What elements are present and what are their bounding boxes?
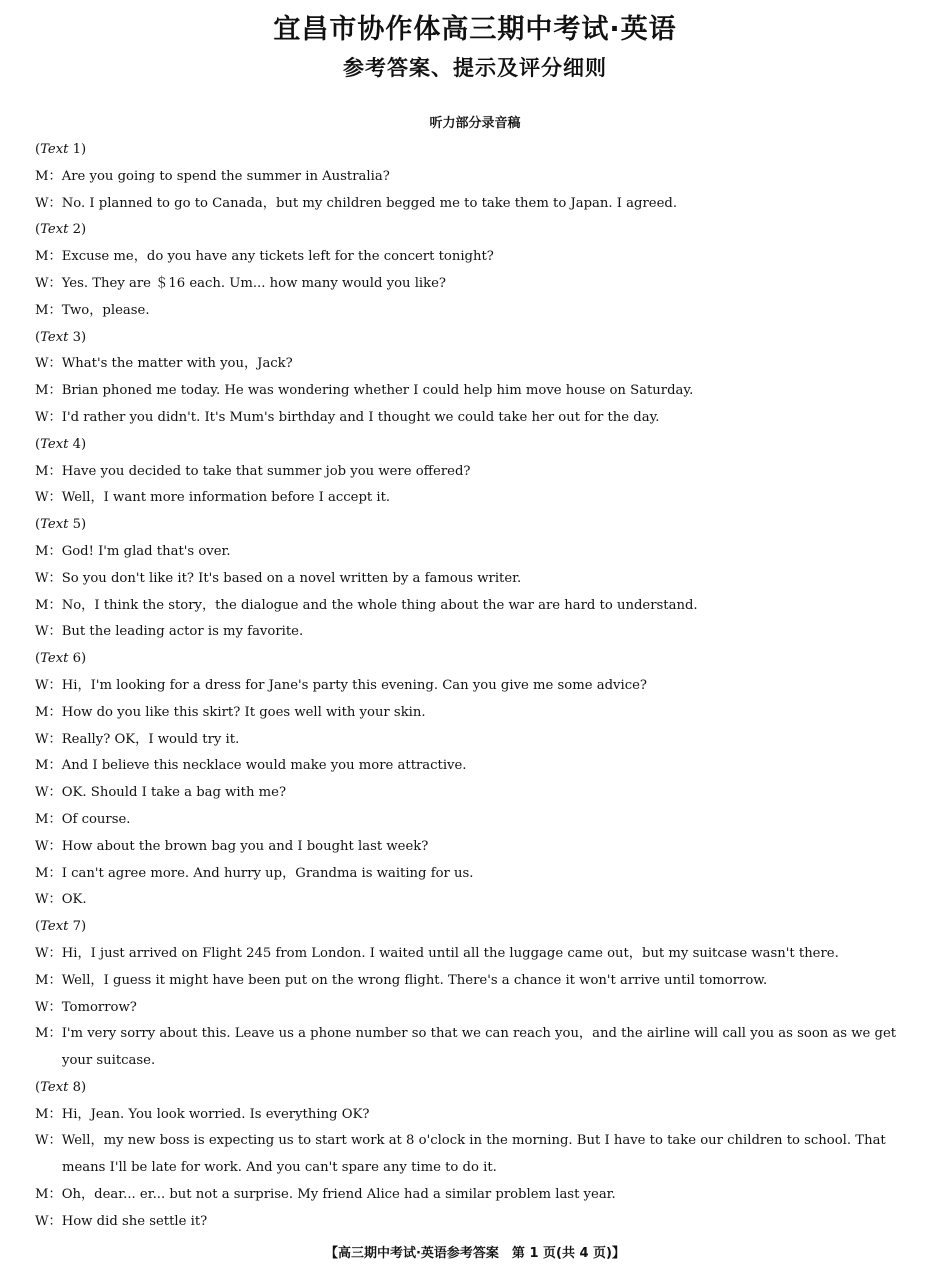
text-marker-open: ( (35, 1079, 41, 1095)
text-marker-number: 3) (68, 329, 87, 345)
page-title: 宜昌市协作体高三期中考试·英语 (273, 14, 677, 45)
text-marker (35, 137, 920, 164)
dialogue-line: M：I can't agree more. And hurry up，Grandma is waiting for us. (35, 865, 474, 881)
text-marker (35, 325, 920, 352)
text-marker-label: Text (40, 517, 69, 533)
dialogue-line: W：Really? OK，I would try it. (35, 731, 240, 747)
text-marker-number: 8) (68, 1079, 87, 1095)
dialogue-line: W：Well，I want more information before I accept it. (35, 490, 391, 506)
dialogue-line: M：Of course. (35, 811, 131, 827)
text-marker-open: ( (35, 517, 41, 533)
section-title: 听力部分录音稿 (429, 116, 521, 131)
dialogue-line: W：How did she settle it? (35, 1213, 208, 1229)
text-marker-number: 4) (68, 436, 87, 452)
dialogue-line: M：God! I'm glad that's over. (35, 543, 231, 559)
text-marker-open: ( (35, 222, 41, 238)
dialogue-line: M：Well，I guess it might have been put on the wrong flight. There's a chance it won't arrive until tomorrow. (35, 972, 768, 988)
dialogue-line: W：OK. Should I take a bag with me? (35, 785, 287, 801)
text-marker-label: Text (40, 142, 69, 157)
text-marker-number: 7) (68, 919, 87, 935)
dialogue-line: M：Hi，Jean. You look worried. Is everything OK? (35, 1106, 370, 1122)
dialogue-line: M：Two，please. (35, 302, 150, 318)
text-marker (35, 914, 920, 941)
text-marker-open: ( (35, 142, 41, 157)
dialogue-line: W：But the leading actor is my favorite. (35, 624, 304, 640)
dialogue-line: W：Hi，I just arrived on Flight 245 from London. I waited until all the luggage came out，but my suitcase wasn't there. (35, 945, 839, 961)
dialogue-line: M：I'm very sorry about this. Leave us a phone number so that we can reach you，and the airline will call you as soon as we get your suitcase. (35, 1026, 897, 1069)
text-marker-number: 6) (68, 651, 87, 667)
text-marker-open: ( (35, 329, 41, 345)
dialogue-line: M：And I believe this necklace would make you more attractive. (35, 758, 467, 774)
text-marker-open: ( (35, 651, 41, 667)
text-marker-label: Text (40, 919, 69, 935)
text-marker-number: 5) (68, 517, 87, 533)
text-marker-number: 1) (68, 142, 87, 157)
dialogue-line: W：OK. (35, 892, 87, 908)
text-marker-label: Text (40, 651, 69, 667)
text-marker-label: Text (40, 329, 69, 345)
dialogue-line: W：Tomorrow? (35, 999, 137, 1015)
dialogue-line: M：Have you decided to take that summer job you were offered? (35, 463, 471, 479)
dialogue-line: W：No. I planned to go to Canada，but my children begged me to take them to Japan. I agreed. (35, 195, 678, 211)
text-marker-label: Text (40, 222, 69, 238)
text-marker-label: Text (40, 436, 69, 452)
text-marker (35, 646, 920, 673)
text-marker (35, 432, 920, 459)
text-marker-open: ( (35, 919, 41, 935)
dialogue-line: W：What's the matter with you，Jack? (35, 356, 293, 372)
dialogue-line: M：Are you going to spend the summer in Australia? (35, 168, 390, 184)
dialogue-line: M：How do you like this skirt? It goes well with your skin. (35, 704, 426, 720)
page-subtitle: 参考答案、提示及评分细则 (343, 56, 607, 80)
dialogue-line: M：Oh，dear... er... but not a surprise. My friend Alice had a similar problem last year. (35, 1187, 616, 1203)
text-marker-number: 2) (68, 222, 87, 238)
text-marker (35, 217, 920, 244)
text-marker-open: ( (35, 436, 41, 452)
page-footer: 【高三期中考试·英语参考答案 第 1 页(共 4 页)】 (324, 1246, 626, 1261)
transcript (35, 137, 920, 1236)
dialogue-line: W：Yes. They are ＄16 each. Um... how many would you like? (35, 275, 446, 291)
dialogue-line: M：Excuse me，do you have any tickets left for the concert tonight? (35, 249, 494, 265)
dialogue-line: W：I'd rather you didn't. It's Mum's birthday and I thought we could take her out for the day. (35, 409, 660, 425)
text-marker-label: Text (40, 1079, 69, 1095)
dialogue-line: M：Brian phoned me today. He was wondering whether I could help him move house on Saturday. (35, 383, 694, 399)
dialogue-line: W：So you don't like it? It's based on a novel written by a famous writer. (35, 570, 522, 586)
dialogue-line: W：How about the brown bag you and I bought last week? (35, 838, 429, 854)
dialogue-line: M：No，I think the story，the dialogue and the whole thing about the war are hard to understand. (35, 597, 698, 613)
dialogue-line: W：Well，my new boss is expecting us to start work at 8 o'clock in the morning. But I have to take our children to school. That means I'll be late for work. And you can't spare any time to do it. (35, 1133, 886, 1176)
dialogue-line: W：Hi，I'm looking for a dress for Jane's party this evening. Can you give me some advice? (35, 677, 647, 693)
text-marker (35, 512, 920, 539)
text-marker (35, 1075, 920, 1102)
